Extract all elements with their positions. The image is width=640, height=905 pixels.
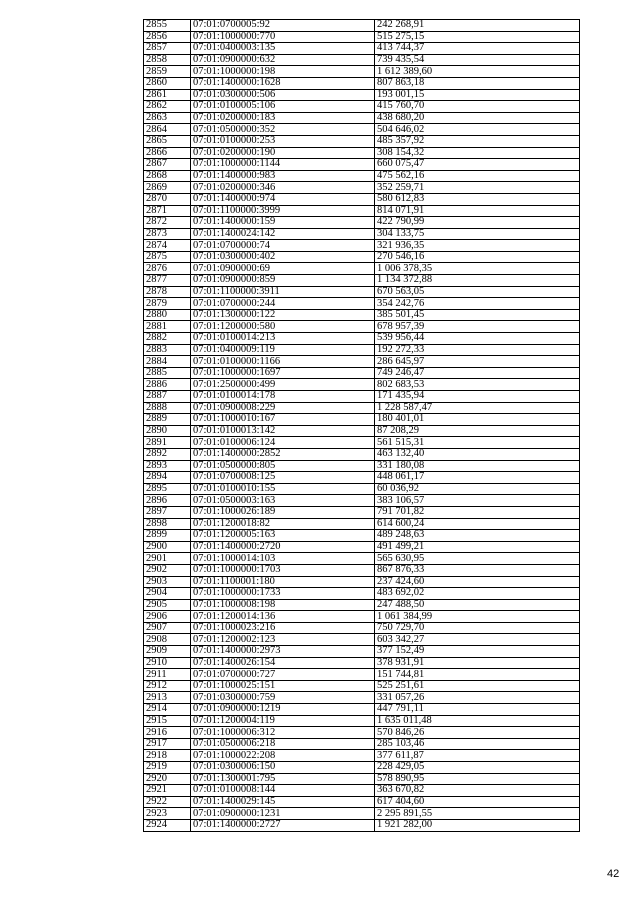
row-number-cell: 2862 [144, 101, 191, 113]
row-number-cell: 2878 [144, 286, 191, 298]
cadastral-number-cell: 07:01:0900000:69 [191, 263, 375, 275]
cadastral-number-cell: 07:01:0900000:859 [191, 275, 375, 287]
cadastral-value-cell: 352 259,71 [375, 182, 580, 194]
table-row [144, 727, 580, 739]
row-number-cell: 2898 [144, 518, 191, 530]
row-number-cell: 2873 [144, 228, 191, 240]
cadastral-value-cell: 304 133,75 [375, 228, 580, 240]
table-row [144, 785, 580, 797]
cadastral-value-cell: 242 268,91 [375, 20, 580, 32]
table-row [144, 738, 580, 750]
cadastral-number-cell: 07:01:1100000:3999 [191, 205, 375, 217]
table-row [144, 147, 580, 159]
row-number-cell: 2856 [144, 31, 191, 43]
table-row [144, 530, 580, 542]
table-row [144, 553, 580, 565]
cadastral-value-cell: 750 729,70 [375, 622, 580, 634]
row-number-cell: 2855 [144, 20, 191, 32]
cadastral-number-cell: 07:01:1400000:2852 [191, 448, 375, 460]
cadastral-number-cell: 07:01:0700000:727 [191, 669, 375, 681]
cadastral-value-cell: 463 132,40 [375, 448, 580, 460]
table-row [144, 379, 580, 391]
cadastral-number-cell: 07:01:0100013:142 [191, 425, 375, 437]
cadastral-value-cell: 614 600,24 [375, 518, 580, 530]
cadastral-value-cell: 561 515,31 [375, 437, 580, 449]
cadastral-value-cell: 660 075,47 [375, 159, 580, 171]
cadastral-number-cell: 07:01:1000026:189 [191, 506, 375, 518]
cadastral-number-cell: 07:01:1000023:216 [191, 622, 375, 634]
cadastral-number-cell: 07:01:1000006:312 [191, 727, 375, 739]
row-number-cell: 2914 [144, 704, 191, 716]
table-row [144, 135, 580, 147]
table-row [144, 669, 580, 681]
row-number-cell: 2918 [144, 750, 191, 762]
cadastral-value-cell: 603 342,27 [375, 634, 580, 646]
table-row [144, 472, 580, 484]
row-number-cell: 2888 [144, 402, 191, 414]
cadastral-number-cell: 07:01:1200004:119 [191, 715, 375, 727]
cadastral-value-cell: 475 562,16 [375, 170, 580, 182]
table-row [144, 518, 580, 530]
cadastral-value-cell: 377 611,87 [375, 750, 580, 762]
table-row [144, 321, 580, 333]
cadastral-number-cell: 07:01:1000000:1733 [191, 588, 375, 600]
row-number-cell: 2884 [144, 356, 191, 368]
cadastral-number-cell: 07:01:1000010:167 [191, 414, 375, 426]
table-row [144, 437, 580, 449]
table-row [144, 564, 580, 576]
cadastral-number-cell: 07:01:1000022:208 [191, 750, 375, 762]
table-row [144, 298, 580, 310]
cadastral-value-cell: 483 692,02 [375, 588, 580, 600]
cadastral-value-cell: 504 646,02 [375, 124, 580, 136]
table-row [144, 391, 580, 403]
cadastral-value-cell: 447 791,11 [375, 704, 580, 716]
cadastral-value-cell: 422 790,99 [375, 217, 580, 229]
page-number: 42 [607, 868, 620, 880]
cadastral-value-cell: 321 936,35 [375, 240, 580, 252]
cadastral-value-cell: 539 956,44 [375, 333, 580, 345]
row-number-cell: 2894 [144, 472, 191, 484]
row-number-cell: 2860 [144, 77, 191, 89]
row-number-cell: 2865 [144, 135, 191, 147]
row-number-cell: 2910 [144, 657, 191, 669]
row-number-cell: 2876 [144, 263, 191, 275]
row-number-cell: 2897 [144, 506, 191, 518]
row-number-cell: 2883 [144, 344, 191, 356]
table-row [144, 425, 580, 437]
row-number-cell: 2858 [144, 54, 191, 66]
table-row [144, 193, 580, 205]
cadastral-value-cell: 383 106,57 [375, 495, 580, 507]
cadastral-number-cell: 07:01:0700000:74 [191, 240, 375, 252]
cadastral-number-cell: 07:01:2500000:499 [191, 379, 375, 391]
row-number-cell: 2891 [144, 437, 191, 449]
row-number-cell: 2901 [144, 553, 191, 565]
cadastral-number-cell: 07:01:0200000:190 [191, 147, 375, 159]
table-row [144, 251, 580, 263]
cadastral-value-cell: 237 424,60 [375, 576, 580, 588]
row-number-cell: 2861 [144, 89, 191, 101]
cadastral-number-cell: 07:01:1400000:2727 [191, 819, 375, 831]
table-row [144, 402, 580, 414]
cadastral-number-cell: 07:01:0100000:1166 [191, 356, 375, 368]
row-number-cell: 2874 [144, 240, 191, 252]
cadastral-number-cell: 07:01:0700008:125 [191, 472, 375, 484]
row-number-cell: 2916 [144, 727, 191, 739]
cadastral-number-cell: 07:01:0100010:155 [191, 483, 375, 495]
row-number-cell: 2863 [144, 112, 191, 124]
cadastral-value-cell: 1 921 282,00 [375, 819, 580, 831]
cadastral-number-cell: 07:01:1200005:163 [191, 530, 375, 542]
table-row [144, 89, 580, 101]
cadastral-value-cell: 377 152,49 [375, 646, 580, 658]
cadastral-table [143, 19, 580, 832]
cadastral-value-cell: 1 134 372,88 [375, 275, 580, 287]
cadastral-value-cell: 247 488,50 [375, 599, 580, 611]
table-row [144, 275, 580, 287]
table-row [144, 263, 580, 275]
row-number-cell: 2905 [144, 599, 191, 611]
table-row [144, 182, 580, 194]
cadastral-value-cell: 565 630,95 [375, 553, 580, 565]
row-number-cell: 2872 [144, 217, 191, 229]
cadastral-value-cell: 180 401,01 [375, 414, 580, 426]
cadastral-value-cell: 791 701,82 [375, 506, 580, 518]
table-row [144, 309, 580, 321]
table-row [144, 43, 580, 55]
table-row [144, 31, 580, 43]
cadastral-value-cell: 354 242,76 [375, 298, 580, 310]
cadastral-value-cell: 151 744,81 [375, 669, 580, 681]
row-number-cell: 2922 [144, 796, 191, 808]
cadastral-value-cell: 1 228 587,47 [375, 402, 580, 414]
cadastral-value-cell: 285 103,46 [375, 738, 580, 750]
cadastral-value-cell: 193 001,15 [375, 89, 580, 101]
table-row [144, 808, 580, 820]
row-number-cell: 2908 [144, 634, 191, 646]
cadastral-number-cell: 07:01:0100014:178 [191, 391, 375, 403]
row-number-cell: 2859 [144, 66, 191, 78]
cadastral-value-cell: 413 744,37 [375, 43, 580, 55]
table-row [144, 588, 580, 600]
row-number-cell: 2879 [144, 298, 191, 310]
row-number-cell: 2866 [144, 147, 191, 159]
table-row [144, 344, 580, 356]
row-number-cell: 2911 [144, 669, 191, 681]
table-row [144, 414, 580, 426]
cadastral-number-cell: 07:01:0300000:506 [191, 89, 375, 101]
cadastral-number-cell: 07:01:0300006:150 [191, 762, 375, 774]
cadastral-value-cell: 807 863,18 [375, 77, 580, 89]
table-row [144, 240, 580, 252]
row-number-cell: 2887 [144, 391, 191, 403]
cadastral-number-cell: 07:01:1100001:180 [191, 576, 375, 588]
cadastral-value-cell: 749 246,47 [375, 367, 580, 379]
table-row [144, 483, 580, 495]
cadastral-value-cell: 87 208,29 [375, 425, 580, 437]
row-number-cell: 2907 [144, 622, 191, 634]
cadastral-value-cell: 1 006 378,35 [375, 263, 580, 275]
table-row [144, 796, 580, 808]
cadastral-value-cell: 270 546,16 [375, 251, 580, 263]
cadastral-number-cell: 07:01:0300000:759 [191, 692, 375, 704]
cadastral-number-cell: 07:01:1400024:142 [191, 228, 375, 240]
cadastral-value-cell: 739 435,54 [375, 54, 580, 66]
cadastral-value-cell: 491 499,21 [375, 541, 580, 553]
cadastral-number-cell: 07:01:1400000:1628 [191, 77, 375, 89]
row-number-cell: 2903 [144, 576, 191, 588]
cadastral-number-cell: 07:01:0900000:1231 [191, 808, 375, 820]
table-row [144, 54, 580, 66]
cadastral-number-cell: 07:01:0100006:124 [191, 437, 375, 449]
cadastral-number-cell: 07:01:0100008:144 [191, 785, 375, 797]
cadastral-number-cell: 07:01:1400026:154 [191, 657, 375, 669]
cadastral-value-cell: 363 670,82 [375, 785, 580, 797]
cadastral-value-cell: 802 683,53 [375, 379, 580, 391]
cadastral-number-cell: 07:01:0100000:253 [191, 135, 375, 147]
cadastral-number-cell: 07:01:1000000:1697 [191, 367, 375, 379]
cadastral-number-cell: 07:01:1400000:2720 [191, 541, 375, 553]
table-row [144, 819, 580, 831]
cadastral-value-cell: 867 876,33 [375, 564, 580, 576]
cadastral-number-cell: 07:01:1000000:1144 [191, 159, 375, 171]
table-row [144, 704, 580, 716]
cadastral-number-cell: 07:01:1300000:122 [191, 309, 375, 321]
table-body [144, 20, 580, 832]
row-number-cell: 2877 [144, 275, 191, 287]
cadastral-value-cell: 308 154,32 [375, 147, 580, 159]
row-number-cell: 2893 [144, 460, 191, 472]
cadastral-value-cell: 617 404,60 [375, 796, 580, 808]
cadastral-value-cell: 578 890,95 [375, 773, 580, 785]
table-row [144, 66, 580, 78]
cadastral-value-cell: 2 295 891,55 [375, 808, 580, 820]
cadastral-value-cell: 331 057,26 [375, 692, 580, 704]
cadastral-value-cell: 525 251,61 [375, 680, 580, 692]
cadastral-value-cell: 678 957,39 [375, 321, 580, 333]
cadastral-number-cell: 07:01:1000000:1703 [191, 564, 375, 576]
row-number-cell: 2909 [144, 646, 191, 658]
cadastral-number-cell: 07:01:1400000:2973 [191, 646, 375, 658]
row-number-cell: 2881 [144, 321, 191, 333]
table-row [144, 159, 580, 171]
cadastral-number-cell: 07:01:0900000:1219 [191, 704, 375, 716]
row-number-cell: 2924 [144, 819, 191, 831]
row-number-cell: 2885 [144, 367, 191, 379]
table-row [144, 286, 580, 298]
row-number-cell: 2913 [144, 692, 191, 704]
cadastral-number-cell: 07:01:0700005:92 [191, 20, 375, 32]
cadastral-value-cell: 60 036,92 [375, 483, 580, 495]
cadastral-value-cell: 489 248,63 [375, 530, 580, 542]
table-row [144, 77, 580, 89]
table-row [144, 205, 580, 217]
row-number-cell: 2890 [144, 425, 191, 437]
table-row [144, 356, 580, 368]
table-row [144, 634, 580, 646]
cadastral-value-cell: 378 931,91 [375, 657, 580, 669]
cadastral-number-cell: 07:01:0500006:218 [191, 738, 375, 750]
cadastral-number-cell: 07:01:0300000:402 [191, 251, 375, 263]
cadastral-number-cell: 07:01:1200002:123 [191, 634, 375, 646]
cadastral-value-cell: 385 501,45 [375, 309, 580, 321]
table-row [144, 576, 580, 588]
row-number-cell: 2880 [144, 309, 191, 321]
table-row [144, 124, 580, 136]
row-number-cell: 2886 [144, 379, 191, 391]
cadastral-number-cell: 07:01:1200000:580 [191, 321, 375, 333]
cadastral-number-cell: 07:01:0900000:632 [191, 54, 375, 66]
cadastral-value-cell: 415 760,70 [375, 101, 580, 113]
table-row [144, 692, 580, 704]
cadastral-number-cell: 07:01:1300001:795 [191, 773, 375, 785]
table-row [144, 715, 580, 727]
row-number-cell: 2919 [144, 762, 191, 774]
row-number-cell: 2868 [144, 170, 191, 182]
table-row [144, 506, 580, 518]
cadastral-number-cell: 07:01:1200018:82 [191, 518, 375, 530]
row-number-cell: 2904 [144, 588, 191, 600]
row-number-cell: 2871 [144, 205, 191, 217]
row-number-cell: 2870 [144, 193, 191, 205]
row-number-cell: 2889 [144, 414, 191, 426]
row-number-cell: 2906 [144, 611, 191, 623]
cadastral-number-cell: 07:01:0200000:183 [191, 112, 375, 124]
cadastral-number-cell: 07:01:1000025:151 [191, 680, 375, 692]
cadastral-number-cell: 07:01:1400029:145 [191, 796, 375, 808]
row-number-cell: 2857 [144, 43, 191, 55]
cadastral-number-cell: 07:01:0100014:213 [191, 333, 375, 345]
table-row [144, 228, 580, 240]
row-number-cell: 2902 [144, 564, 191, 576]
table-row [144, 170, 580, 182]
cadastral-number-cell: 07:01:1400000:983 [191, 170, 375, 182]
cadastral-value-cell: 1 612 389,60 [375, 66, 580, 78]
cadastral-number-cell: 07:01:0500000:805 [191, 460, 375, 472]
table-row [144, 217, 580, 229]
table-row [144, 750, 580, 762]
table-row [144, 622, 580, 634]
cadastral-value-cell: 670 563,05 [375, 286, 580, 298]
cadastral-number-cell: 07:01:0100005:106 [191, 101, 375, 113]
row-number-cell: 2899 [144, 530, 191, 542]
table-row [144, 657, 580, 669]
table-row [144, 646, 580, 658]
table-row [144, 680, 580, 692]
cadastral-value-cell: 331 180,08 [375, 460, 580, 472]
row-number-cell: 2920 [144, 773, 191, 785]
row-number-cell: 2921 [144, 785, 191, 797]
row-number-cell: 2892 [144, 448, 191, 460]
cadastral-number-cell: 07:01:1400000:159 [191, 217, 375, 229]
cadastral-value-cell: 570 846,26 [375, 727, 580, 739]
cadastral-number-cell: 07:01:1000008:198 [191, 599, 375, 611]
row-number-cell: 2915 [144, 715, 191, 727]
cadastral-number-cell: 07:01:0500000:352 [191, 124, 375, 136]
cadastral-number-cell: 07:01:1000000:770 [191, 31, 375, 43]
cadastral-value-cell: 228 429,05 [375, 762, 580, 774]
row-number-cell: 2896 [144, 495, 191, 507]
cadastral-number-cell: 07:01:0900008:229 [191, 402, 375, 414]
cadastral-value-cell: 1 635 011,48 [375, 715, 580, 727]
cadastral-value-cell: 1 061 384,99 [375, 611, 580, 623]
row-number-cell: 2882 [144, 333, 191, 345]
table-row [144, 333, 580, 345]
row-number-cell: 2864 [144, 124, 191, 136]
row-number-cell: 2923 [144, 808, 191, 820]
row-number-cell: 2867 [144, 159, 191, 171]
cadastral-value-cell: 438 680,20 [375, 112, 580, 124]
cadastral-value-cell: 580 612,83 [375, 193, 580, 205]
table-row [144, 367, 580, 379]
cadastral-number-cell: 07:01:0200000:346 [191, 182, 375, 194]
cadastral-value-cell: 814 071,91 [375, 205, 580, 217]
table-row [144, 762, 580, 774]
cadastral-value-cell: 171 435,94 [375, 391, 580, 403]
row-number-cell: 2917 [144, 738, 191, 750]
cadastral-value-cell: 448 061,17 [375, 472, 580, 484]
table-row [144, 541, 580, 553]
cadastral-number-cell: 07:01:0400003:135 [191, 43, 375, 55]
table-row [144, 495, 580, 507]
cadastral-value-cell: 286 645,97 [375, 356, 580, 368]
cadastral-number-cell: 07:01:0500003:163 [191, 495, 375, 507]
cadastral-value-cell: 192 272,33 [375, 344, 580, 356]
row-number-cell: 2895 [144, 483, 191, 495]
row-number-cell: 2900 [144, 541, 191, 553]
cadastral-number-cell: 07:01:0400009:119 [191, 344, 375, 356]
cadastral-number-cell: 07:01:1000014:103 [191, 553, 375, 565]
table-row [144, 20, 580, 32]
table-row [144, 611, 580, 623]
cadastral-value-cell: 515 275,15 [375, 31, 580, 43]
row-number-cell: 2875 [144, 251, 191, 263]
row-number-cell: 2912 [144, 680, 191, 692]
cadastral-number-cell: 07:01:1200014:136 [191, 611, 375, 623]
table-row [144, 773, 580, 785]
table-row [144, 460, 580, 472]
table-row [144, 599, 580, 611]
cadastral-number-cell: 07:01:1400000:974 [191, 193, 375, 205]
table-row [144, 101, 580, 113]
cadastral-number-cell: 07:01:1000000:198 [191, 66, 375, 78]
cadastral-number-cell: 07:01:1100000:3911 [191, 286, 375, 298]
cadastral-number-cell: 07:01:0700000:244 [191, 298, 375, 310]
table-row [144, 112, 580, 124]
row-number-cell: 2869 [144, 182, 191, 194]
table-row [144, 448, 580, 460]
cadastral-value-cell: 485 357,92 [375, 135, 580, 147]
